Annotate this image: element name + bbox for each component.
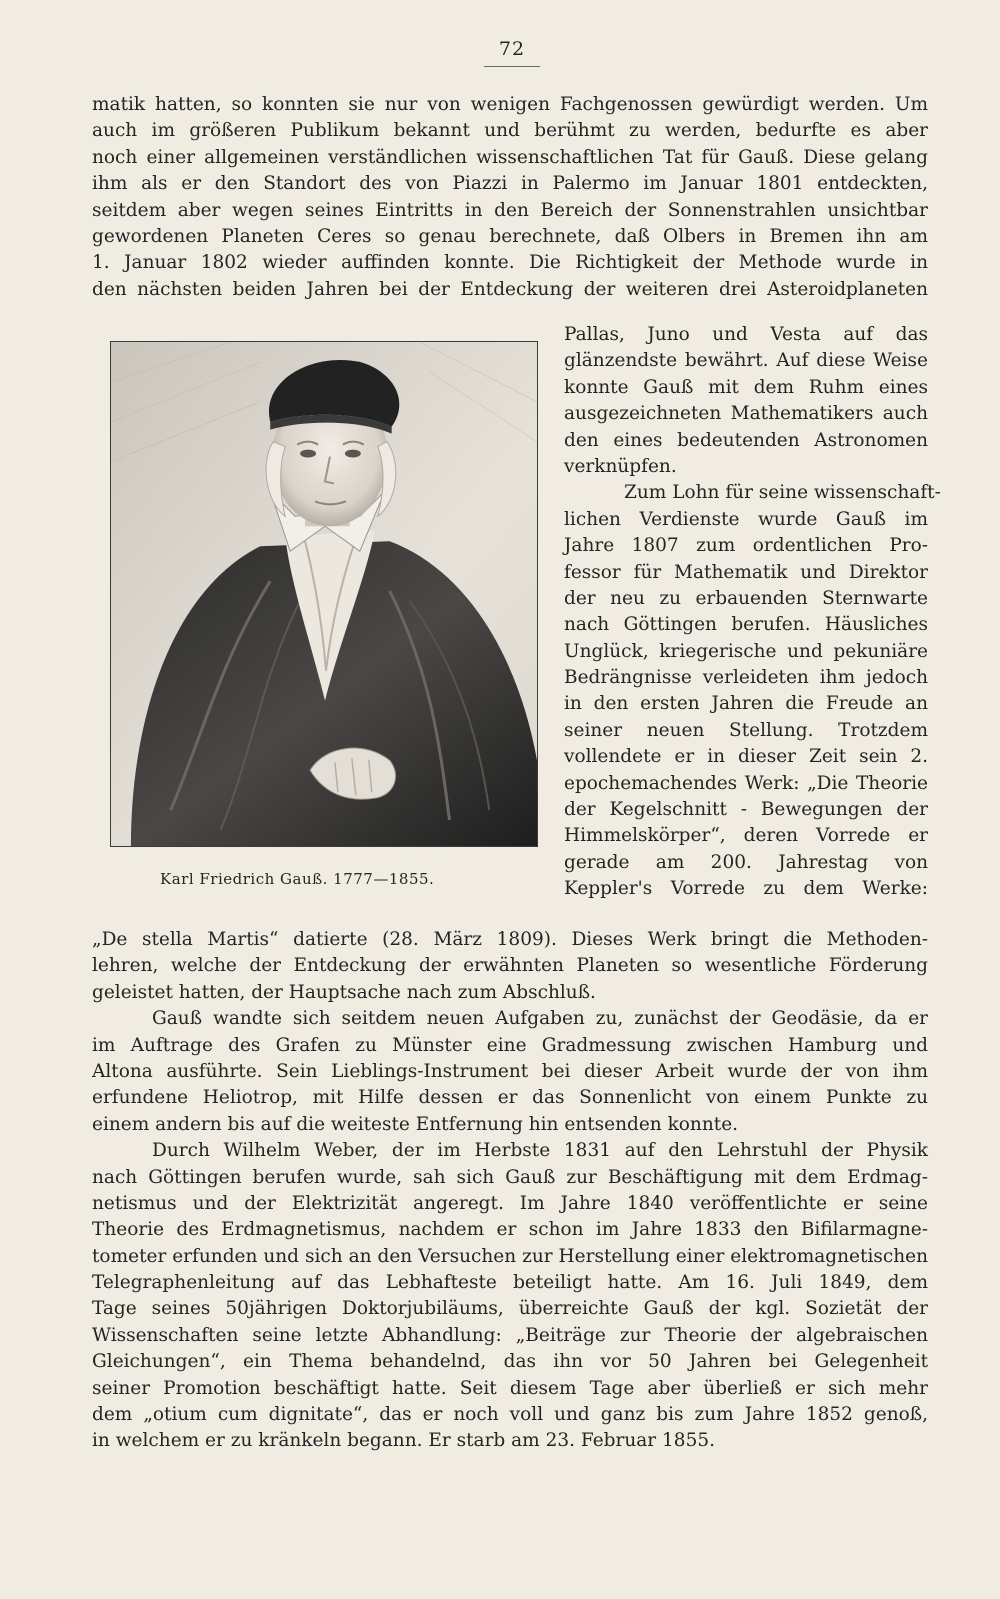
text-line: vollendete er in dieser Zeit sein 2. [564, 746, 928, 768]
text-line: lichen Verdienste wurde Gauß im [564, 508, 928, 530]
header-rule [484, 66, 540, 67]
text-line: dem „otium cum dignitate“, das er noch voll und ganz bis zum Jahre 1852 genoß, [92, 1404, 928, 1426]
text-line: Zum Lohn für seine wissenschaft- [624, 482, 941, 504]
text-line: seitdem aber wegen seines Eintritts in den Bereich der Sonnenstrahlen unsichtbar [92, 199, 928, 221]
text-line: erfundene Heliotrop, mit Hilfe dessen er das Sonnenlicht von einem Punkte zu [92, 1087, 928, 1109]
text-line: fessor für Mathematik und Direktor [564, 561, 928, 583]
text-line: einem andern bis auf die weiteste Entfernung hin entsenden konnte. [92, 1113, 739, 1135]
side-column-text [564, 322, 941, 903]
text-line: tometer erfunden und sich an den Versuchen zur Herstellung einer elektromagnetischen [92, 1245, 928, 1267]
text-line: Altona ausführte. Sein Lieblings-Instrument bei dieser Arbeit wurde der von ihm [92, 1060, 928, 1082]
text-line: Unglück, kriegerische und pekuniäre [564, 640, 928, 662]
text-line: verknüpfen. [564, 455, 677, 477]
text-line: nach Göttingen berufen. Häusliches [564, 614, 928, 636]
text-line: epochemachendes Werk: „Die Theorie [564, 772, 928, 794]
text-line: den nächsten beiden Jahren bei der Entdeckung der weiteren drei Asteroidplaneten [92, 278, 928, 300]
text-line: seiner neuen Stellung. Trotzdem [564, 719, 928, 741]
text-line: 1. Januar 1802 wieder auffinden konnte. Die Richtigkeit der Methode wurde in [92, 252, 928, 274]
text-line: den eines bedeutenden Astronomen [564, 429, 928, 451]
text-line: Gauß wandte sich seitdem neuen Aufgaben zu, zunächst der Geodäsie, da er [152, 1008, 928, 1030]
text-line: im Auftrage des Grafen zu Münster eine Gradmessung zwischen Hamburg und [92, 1034, 928, 1056]
text-line: glänzendste bewährt. Auf diese Weise [564, 350, 928, 372]
text-line: in den ersten Jahren die Freude an [564, 693, 928, 715]
text-line: geleistet hatten, der Hauptsache nach zum Abschluß. [92, 981, 596, 1003]
portrait-image [110, 341, 538, 847]
text-line: ihm als er den Standort des von Piazzi in Palermo im Januar 1801 entdeckten, [92, 173, 928, 195]
text-line: Tage seines 50jährigen Doktorjubiläums, überreichte Gauß der kgl. Sozietät der [92, 1298, 928, 1320]
text-line: Himmelskörper“, deren Vorrede er [564, 825, 928, 847]
text-line: Jahre 1807 zum ordentlichen Pro- [564, 535, 928, 557]
text-line: Bedrängnisse verleideten ihm jedoch [564, 667, 928, 689]
text-line: seiner Promotion beschäftigt hatte. Seit diesem Tage aber überließ er sich mehr [92, 1377, 928, 1399]
text-line: lehren, welche der Entdeckung der erwähnten Planeten so wesentliche Förderung [92, 955, 928, 977]
text-line: der neu zu erbauenden Sternwarte [564, 587, 928, 609]
text-line: netismus und der Elektrizität angeregt. Im Jahre 1840 veröffentlichte er seine [92, 1192, 928, 1214]
text-line: ausgezeichneten Mathematikers auch [564, 403, 928, 425]
portrait-caption: Karl Friedrich Gauß. 1777—1855. [160, 870, 435, 888]
text-line: Theorie des Erdmagnetismus, nachdem er schon im Jahre 1833 den Bifilarmagne- [92, 1219, 928, 1241]
text-line: noch einer allgemeinen verständlichen wissenschaftlichen Tat für Gauß. Diese gelang [92, 146, 928, 168]
page-number: 72 [498, 38, 526, 60]
text-line: Gleichungen“, ein Thema behandelnd, das ihn vor 50 Jahren bei Gelegenheit [92, 1351, 928, 1373]
text-line: der Kegelschnitt - Bewegungen der [564, 799, 928, 821]
text-line: gewordenen Planeten Ceres so genau berechnete, daß Olbers in Bremen ihn am [92, 225, 928, 247]
text-line: nach Göttingen berufen wurde, sah sich Gauß zur Beschäftigung mit dem Erdmag- [92, 1166, 928, 1188]
text-line: Wissenschaften seine letzte Abhandlung: „Beiträge zur Theorie der algebraischen [92, 1324, 928, 1346]
text-line: Pallas, Juno und Vesta auf das [564, 324, 928, 345]
text-line: in welchem er zu kränkeln begann. Er starb am 23. Februar 1855. [92, 1430, 715, 1452]
text-line: „De stella Martis“ datierte (28. März 1809). Dieses Werk bringt die Methoden- [92, 929, 928, 950]
text-line: Keppler's Vorrede zu dem Werke: [564, 878, 928, 900]
text-line: auch im größeren Publikum bekannt und berühmt zu werden, bedurfte es aber [92, 120, 928, 142]
text-line: matik hatten, so konnten sie nur von wenigen Fachgenossen gewürdigt werden. Um [92, 94, 928, 115]
bottom-paragraphs [92, 927, 928, 1455]
text-line: Durch Wilhelm Weber, der im Herbste 1831 auf den Lehrstuhl der Physik [152, 1140, 928, 1162]
portrait-engraving [111, 342, 537, 846]
top-paragraph [92, 92, 928, 303]
text-line: konnte Gauß mit dem Ruhm eines [564, 376, 928, 398]
text-line: gerade am 200. Jahrestag von [564, 851, 928, 873]
text-line: Telegraphenleitung auf das Lebhafteste beteiligt hatte. Am 16. Juli 1849, dem [92, 1272, 928, 1294]
